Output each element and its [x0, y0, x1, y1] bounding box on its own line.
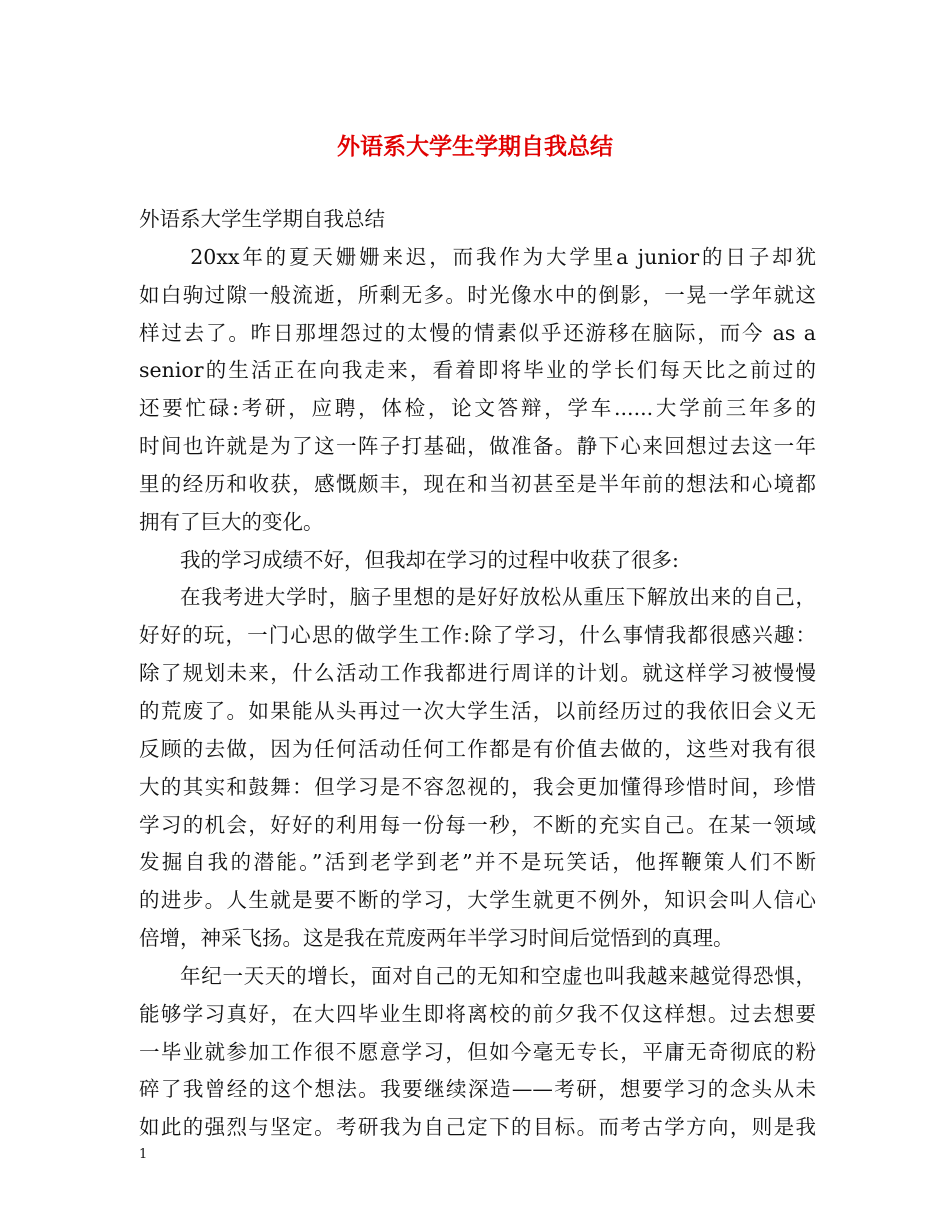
- body-line: senior的生活正在向我走来，看着即将毕业的学长们每天比之前过的: [139, 358, 816, 383]
- body-line: 如此的强烈与坚定。考研我为自己定下的目标。而考古学方向，则是我: [139, 1115, 816, 1140]
- body-line: 时间也许就是为了这一阵子打基础，做准备。静下心来回想过去这一年: [139, 434, 816, 459]
- body-line: 如白驹过隙一般流逝，所剩无多。时光像水中的倒影，一晃一学年就这: [139, 282, 816, 307]
- body-line: 碎了我曾经的这个想法。我要继续深造——考研，想要学习的念头从未: [139, 1077, 816, 1102]
- body-line: 的荒废了。如果能从头再过一次大学生活，以前经历过的我依旧会义无: [139, 698, 816, 723]
- body-line: 发掘自我的潜能。”活到老学到老”并不是玩笑话，他挥鞭策人们不断: [139, 850, 816, 875]
- body-line: 拥有了巨大的变化。: [139, 509, 324, 534]
- body-line: 倍增，神采飞扬。这是我在荒废两年半学习时间后觉悟到的真理。: [139, 926, 734, 951]
- body-line: 外语系大学生学期自我总结: [139, 207, 385, 231]
- body-line: 样过去了。昨日那埋怨过的太慢的情素似乎还游移在脑际，而今 as a: [139, 320, 816, 345]
- body-line: 大的其实和鼓舞：但学习是不容忽视的，我会更加懂得珍惜时间，珍惜: [139, 774, 816, 799]
- body-line: 反顾的去做，因为任何活动任何工作都是有价值去做的，这些对我有很: [139, 736, 816, 761]
- body-line: 能够学习真好，在大四毕业生即将离校的前夕我不仅这样想。过去想要: [139, 1001, 816, 1026]
- body-line: 学习的机会，好好的利用每一份每一秒，不断的充实自己。在某一领域: [139, 812, 816, 837]
- body-line: 里的经历和收获，感慨颇丰，现在和当初甚至是半年前的想法和心境都: [139, 471, 816, 496]
- body-line: 好好的玩，一门心思的做学生工作:除了学习，什么事情我都很感兴趣：: [139, 623, 816, 648]
- document-body: [139, 201, 816, 1147]
- body-line: 年纪一天天的增长，面对自己的无知和空虚也叫我越来越觉得恐惧，: [180, 963, 816, 988]
- body-line: 的进步。人生就是要不断的学习，大学生就更不例外，知识会叫人信心: [139, 888, 816, 913]
- body-line: 我的学习成绩不好，但我却在学习的过程中收获了很多:: [180, 547, 679, 572]
- body-line: 一毕业就参加工作很不愿意学习，但如今毫无专长，平庸无奇彻底的粉: [139, 1039, 816, 1064]
- body-line: 除了规划未来，什么活动工作我都进行周详的计划。就这样学习被慢慢: [139, 661, 816, 686]
- document-title: 外语系大学生学期自我总结: [337, 133, 613, 160]
- page-number: 1: [139, 1147, 148, 1162]
- body-line: 还要忙碌:考研，应聘，体检，论文答辩，学车......大学前三年多的: [139, 396, 816, 421]
- body-line: 20xx年的夏天姗姗来迟，而我作为大学里a junior的日子却犹: [190, 244, 816, 269]
- body-line: 在我考进大学时，脑子里想的是好好放松从重压下解放出来的自己，: [180, 585, 816, 610]
